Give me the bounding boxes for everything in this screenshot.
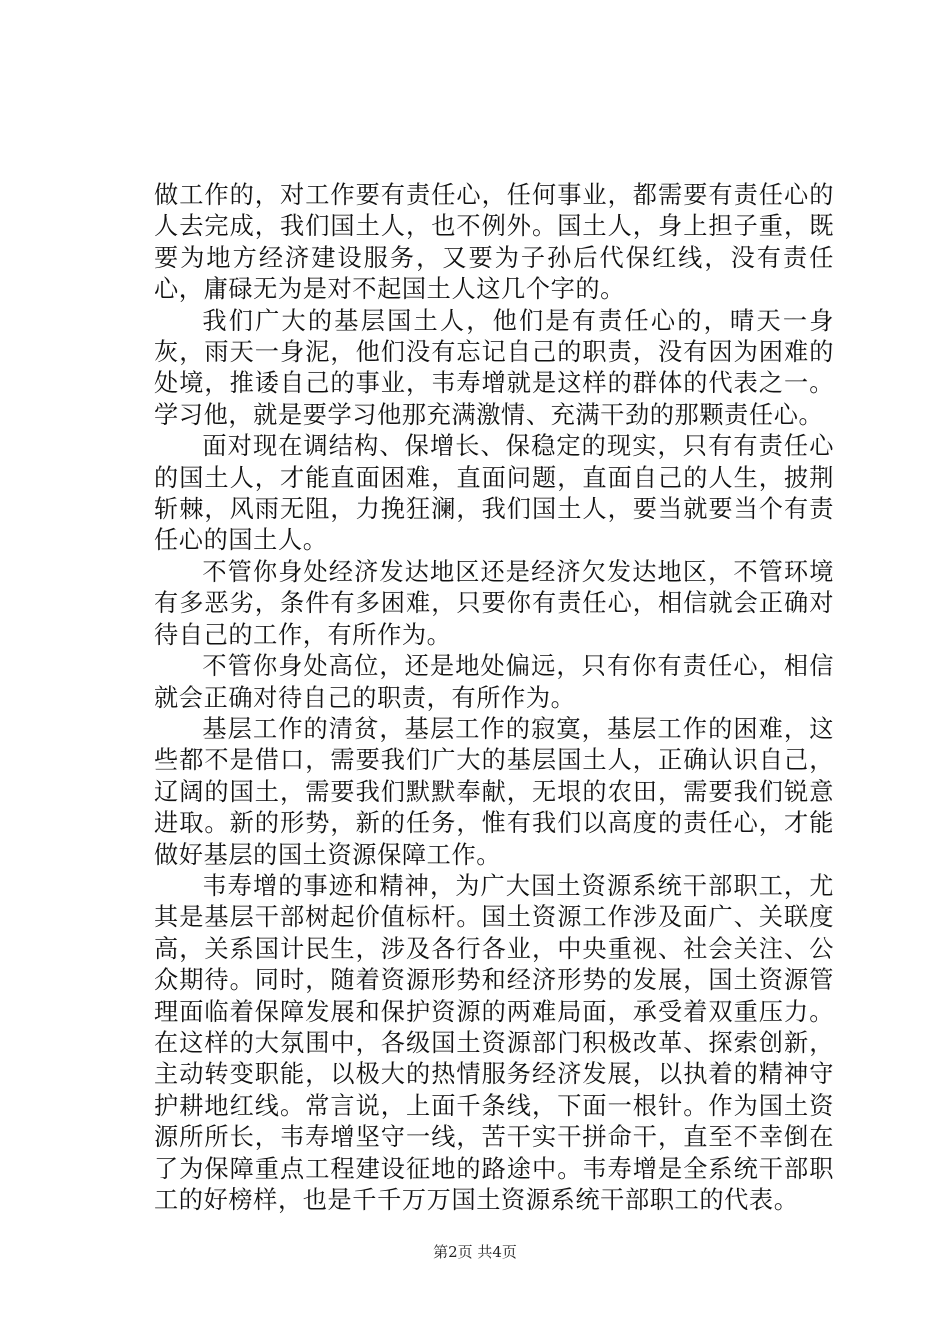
- paragraph-5: 不管你身处高位，还是地处偏远，只有你有责任心，相信就会正确对待自己的职责，有所作为。: [154, 652, 834, 712]
- document-body: [154, 180, 834, 1216]
- paragraph-1: 做工作的，对工作要有责任心，任何事业，都需要有责任心的人去完成，我们国土人，也不例外。国土人，身上担子重，既要为地方经济建设服务，又要为子孙后代保红线，没有责任心，庸碌无为是对不起国土人这几个字的。: [154, 181, 834, 304]
- paragraph-4: 不管你身处经济发达地区还是经济欠发达地区，不管环境有多恶劣，条件有多困难，只要你有责任心，相信就会正确对待自己的工作，有所作为。: [154, 557, 834, 649]
- page-number-footer: 第2页 共4页: [433, 1243, 517, 1261]
- paragraph-3: 面对现在调结构、保增长、保稳定的现实，只有有责任心的国土人，才能直面困难，直面问题，直面自己的人生，披荆斩棘，风雨无阻，力挽狂澜，我们国土人，要当就要当个有责任心的国土人。: [154, 432, 834, 555]
- paragraph-2: 我们广大的基层国土人，他们是有责任心的，晴天一身灰，雨天一身泥，他们没有忘记自己的职责，没有因为困难的处境，推诿自己的事业，韦寿增就是这样的群体的代表之一。学习他，就是要学习他那充满激情、充满干劲的那颗责任心。: [154, 306, 834, 429]
- paragraph-6: 基层工作的清贫，基层工作的寂寞，基层工作的困难，这些都不是借口，需要我们广大的基层国土人，正确认识自己，辽阔的国土，需要我们默默奉献，无垠的农田，需要我们锐意进取。新的形势，新的任务，惟有我们以高度的责任心，才能做好基层的国土资源保障工作。: [154, 714, 834, 869]
- paragraph-7: 韦寿增的事迹和精神，为广大国土资源系统干部职工，尤其是基层干部树起价值标杆。国土资源工作涉及面广、关联度高，关系国计民生，涉及各行各业，中央重视、社会关注、公众期待。同时，随着资源形势和经济形势的发展，国土资源管理面临着保障发展和保护资源的两难局面，承受着双重压力。在这样的大氛围中，各级国土资源部门积极改革、探索创新，主动转变职能，以极大的热情服务经济发展，以执着的精神守护耕地红线。常言说，上面千条线，下面一根针。作为国土资源所所长，韦寿增坚守一线，苦干实干拼命干，直至不幸倒在了为保障重点工程建设征地的路途中。韦寿增是全系统干部职工的好榜样，也是千千万万国土资源系统干部职工的代表。: [154, 871, 834, 1214]
